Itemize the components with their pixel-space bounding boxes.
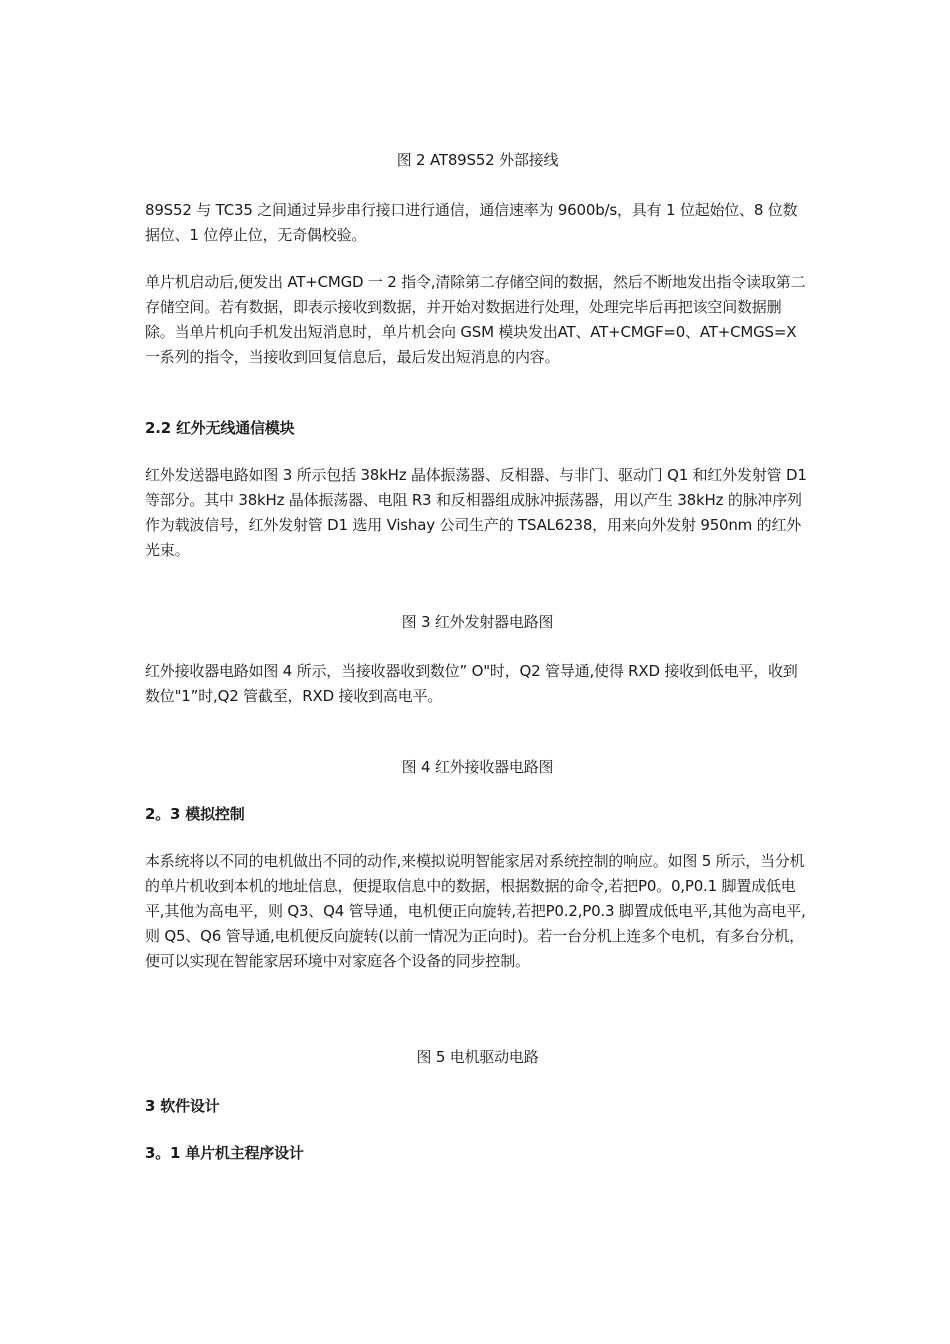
paragraph-ir-receiver: 红外接收器电路如图 4 所示，当接收器收到数位” O"时，Q2 管导通,使得 RXD 接收到低电平，收到数位"1”时,Q2 管截至，RXD 接收到高电平。 (145, 662, 798, 705)
figure-2-caption: 图 2 AT89S52 外部接线 (396, 151, 559, 169)
section-heading-2-3: 2。3 模拟控制 (145, 805, 245, 823)
figure-4-caption: 图 4 红外接收器电路图 (401, 758, 554, 776)
paragraph-startup-procedure: 单片机启动后,便发出 AT+CMGD 一 2 指令,清除第二存储空间的数据，然后不断地发出指令读取第二存储空间。若有数据，即表示接收到数据，并开始对数据进行处理，处理完毕后再把该空间数据删除。当单片机向手机发出短消息时，单片机会向 GSM 模块发出AT、AT+CMGF=0、AT+CMGS=X 一系列的指令，当接收到回复信息后，最后发出短消息的内容。 (145, 273, 806, 366)
figure-5-caption: 图 5 电机驱动电路 (416, 1048, 539, 1066)
paragraph-motor-control: 本系统将以不同的电机做出不同的动作,来模拟说明智能家居对系统控制的响应。如图 5 所示，当分机的单片机收到本机的地址信息，便提取信息中的数据，根据数据的命令,若把P0。0,P0.1 脚置成低电平,其他为高电平，则 Q3、Q4 管导通，电机便正向旋转,若把P0.2,P0.3 脚置成低电平,其他为高电平,则 Q5、Q6 管导通,电机便反向旋转(以前一情况为正向时)。若一台分机上连多个电机，有多台分机，便可以实现在智能家居环境中对家庭各个设备的同步控制。 (145, 852, 806, 970)
figure-3-caption: 图 3 红外发射器电路图 (401, 613, 554, 631)
paragraph-ir-transmitter: 红外发送器电路如图 3 所示包括 38kHz 晶体振荡器、反相器、与非门、驱动门 Q1 和红外发射管 D1 等部分。其中 38kHz 晶体振荡器、电阻 R3 和反相器组成脉冲振荡器，用以产生 38kHz 的脉冲序列作为载波信号，红外发射管 D1 选用 Vishay 公司生产的 TSAL6238，用来向外发射 950nm 的红外光束。 (145, 466, 807, 559)
section-heading-3: 3 软件设计 (145, 1097, 220, 1115)
paragraph-serial-communication: 89S52 与 TC35 之间通过异步串行接口进行通信，通信速率为 9600b/s，具有 1 位起始位、8 位数据位、1 位停止位，无奇偶校验。 (145, 201, 798, 244)
section-heading-3-1: 3。1 单片机主程序设计 (145, 1144, 304, 1162)
section-heading-2-2: 2.2 红外无线通信模块 (145, 419, 295, 437)
